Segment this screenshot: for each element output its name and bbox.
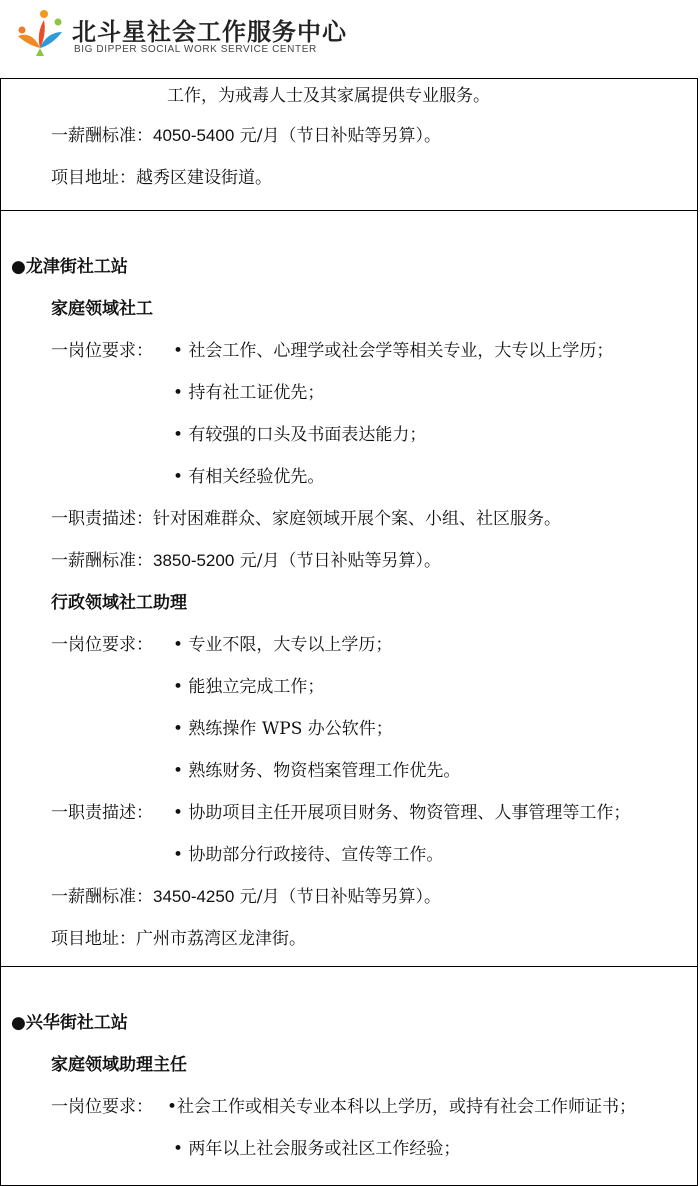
salary-label: 一薪酬标准： xyxy=(51,551,153,571)
section-longjin-station xyxy=(0,210,698,967)
section-xinghua-station xyxy=(0,966,698,1186)
project-address: 项目地址：越秀区建设街道。 xyxy=(51,168,272,188)
requirement-item: • 有相关经验优先。 xyxy=(173,467,325,487)
section-continuation xyxy=(0,78,698,211)
requirement-item: • 熟练财务、物资档案管理工作优先。 xyxy=(173,761,461,781)
requirement-item: • 社会工作、心理学或社会学等相关专业，大专以上学历； xyxy=(173,341,614,361)
duties-label: 一职责描述： xyxy=(51,803,153,823)
requirement-item: • 有较强的口头及书面表达能力； xyxy=(173,425,427,445)
salary-range: 3450-4250 xyxy=(153,887,235,906)
duty-item: • 协助项目主任开展项目财务、物资管理、人事管理等工作； xyxy=(173,803,631,823)
salary-range: 3850-5200 xyxy=(153,551,235,570)
duty-item: • 协助部分行政接待、宣传等工作。 xyxy=(173,845,444,865)
salary-label: 一薪酬标准： xyxy=(51,126,153,146)
organization-name-chinese: 北斗星社会工作服务中心 xyxy=(72,19,347,46)
job-title: 家庭领域社工 xyxy=(51,299,153,319)
duty-continuation-text: 工作，为戒毒人士及其家属提供专业服务。 xyxy=(167,86,490,106)
page-header xyxy=(0,0,700,78)
requirement-item: • 两年以上社会服务或社区工作经验； xyxy=(173,1139,461,1159)
salary-line xyxy=(51,550,441,572)
salary-unit-note: 元/月（节日补贴等另算）。 xyxy=(234,887,441,907)
salary-range: 4050-5400 xyxy=(153,126,235,145)
job-title: 家庭领域助理主任 xyxy=(51,1055,187,1075)
requirements-label: 一岗位要求： xyxy=(51,341,153,361)
salary-unit-note: 元/月（节日补贴等另算）。 xyxy=(234,126,441,146)
salary-line xyxy=(51,886,441,908)
salary-unit-note: 元/月（节日补贴等另算）。 xyxy=(234,551,441,571)
salary-label: 一薪酬标准： xyxy=(51,887,153,907)
requirement-item: • 持有社工证优先； xyxy=(173,383,325,403)
duty-description: 一职责描述：针对困难群众、家庭领域开展个案、小组、社区服务。 xyxy=(51,509,561,529)
job-title: 行政领域社工助理 xyxy=(51,593,187,613)
requirement-item: • 熟练操作 WPS 办公软件； xyxy=(173,719,393,739)
station-title: ●龙津街社工站 xyxy=(11,257,128,277)
big-dipper-logo-icon xyxy=(14,8,66,58)
project-address: 项目地址：广州市荔湾区龙津街。 xyxy=(51,929,306,949)
salary-line xyxy=(51,125,441,147)
requirement-item: • 专业不限，大专以上学历； xyxy=(173,635,393,655)
requirement-item: •社会工作或相关专业本科以上学历，或持有社会工作师证书； xyxy=(167,1097,637,1117)
station-title: ●兴华街社工站 xyxy=(11,1013,128,1033)
requirements-label: 一岗位要求： xyxy=(51,1097,153,1117)
requirements-label: 一岗位要求： xyxy=(51,635,153,655)
organization-name-english: BIG DIPPER SOCIAL WORK SERVICE CENTER xyxy=(74,44,317,55)
requirement-item: • 能独立完成工作； xyxy=(173,677,325,697)
